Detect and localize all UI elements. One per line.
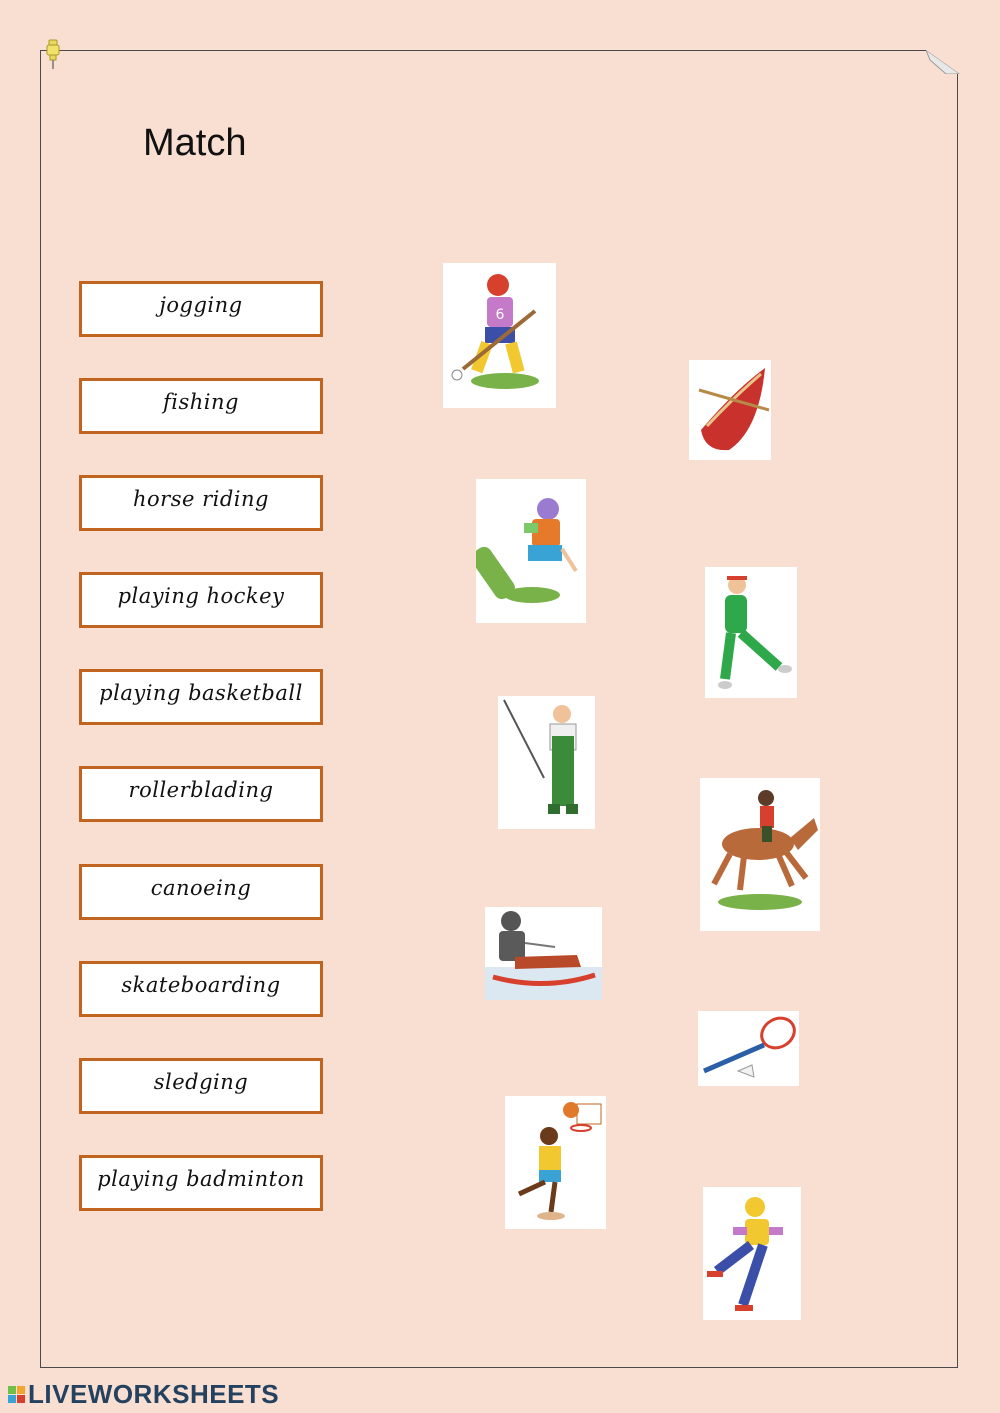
word-label: playing hockey — [117, 584, 285, 608]
badminton-racket-image[interactable] — [698, 1011, 799, 1086]
fisherman-image[interactable] — [498, 696, 595, 829]
word-label: rollerblading — [128, 778, 274, 802]
word-label: canoeing — [150, 876, 252, 900]
svg-text:6: 6 — [495, 307, 505, 323]
liveworksheets-logo-icon — [8, 1386, 25, 1403]
basketball-player-image[interactable] — [505, 1096, 606, 1229]
word-label: skateboarding — [121, 973, 281, 997]
word-label: playing badminton — [97, 1167, 305, 1191]
skateboarder-image[interactable] — [476, 479, 586, 623]
jogger-image[interactable] — [705, 567, 797, 698]
word-label: playing basketball — [99, 681, 303, 705]
word-box-rollerblading[interactable] — [79, 766, 323, 822]
word-label: fishing — [163, 390, 239, 414]
word-box-playing-basketball[interactable] — [79, 669, 323, 725]
canoe-image[interactable] — [689, 360, 771, 460]
page-title: Match — [143, 122, 247, 164]
word-box-playing-badminton[interactable] — [79, 1155, 323, 1211]
horse-rider-image[interactable] — [700, 778, 820, 931]
page-corner-fold — [926, 50, 960, 74]
brand-name: LIVEWORKSHEETS — [28, 1378, 280, 1409]
pushpin-icon — [44, 38, 62, 70]
word-box-playing-hockey[interactable] — [79, 572, 323, 628]
word-box-canoeing[interactable] — [79, 864, 323, 920]
word-box-horse-riding[interactable] — [79, 475, 323, 531]
word-box-skateboarding[interactable] — [79, 961, 323, 1017]
sledger-image[interactable] — [485, 907, 602, 1000]
word-box-jogging[interactable] — [79, 281, 323, 337]
word-label: horse riding — [133, 487, 269, 511]
hockey-player-image[interactable] — [443, 263, 556, 408]
word-box-fishing[interactable] — [79, 378, 323, 434]
word-box-sledging[interactable] — [79, 1058, 323, 1114]
liveworksheets-footer — [8, 1380, 279, 1408]
word-label: jogging — [159, 293, 243, 317]
rollerblader-image[interactable] — [703, 1187, 801, 1320]
word-label: sledging — [153, 1070, 249, 1094]
